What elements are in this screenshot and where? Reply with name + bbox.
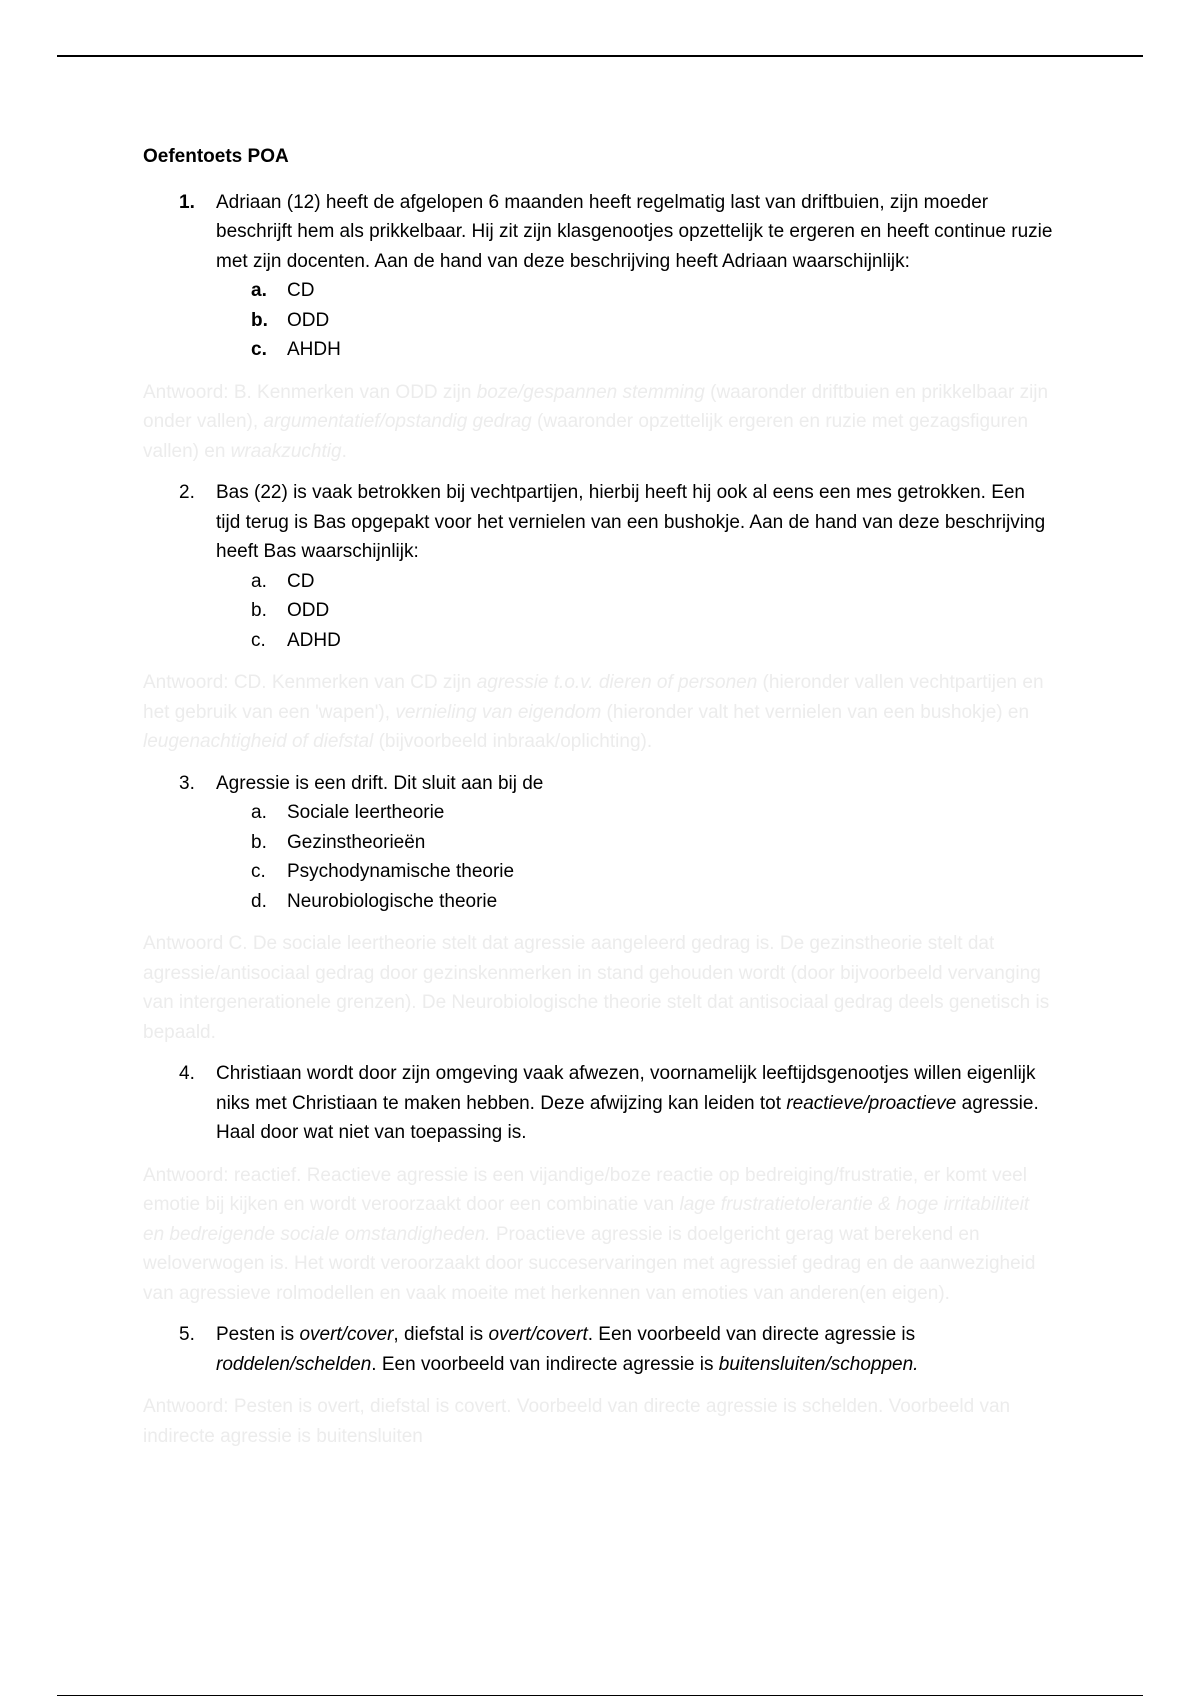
question-text: Pesten is overt/cover, diefstal is overt/covert. Een voorbeeld van directe agressie is roddelen/schelden. Een voorbeeld van indirecte agressie is buitensluiten/schoppen. [216,1324,919,1375]
question-number: 4. [179,1063,195,1084]
document-body [143,142,1063,1463]
option: c. AHDH [251,339,341,360]
answer-2: Antwoord: CD. Kenmerken van CD zijn agressie t.o.v. dieren of personen (hieronder vallen vechtpartijen en het gebruik van een 'wapen'), vernieling van eigendom (hieronder valt het vernielen van een bushokje) en leugenachtigheid of diefstal (bijvoorbeeld inbraak/oplichting). [143,672,1044,752]
answer-3: Antwoord C. De sociale leertheorie stelt dat agressie aangeleerd gedrag is. De gezinstheorie stelt dat agressie/antisociaal gedrag door gezinskenmerken in stand gehouden wordt (door bijvoorbeeld vervanging van intergenerationele grenzen). De Neurobiologische theorie stelt dat antisociaal gedrag deels genetisch is bepaald. [143,933,1050,1043]
option: a. Sociale leertheorie [251,802,445,823]
answer-4: Antwoord: reactief. Reactieve agressie is een vijandige/boze reactie op bedreiging/frustratie, er komt veel emotie bij kijken en wordt veroorzaakt door een combinatie van lage frustratietolerantie & hoge irritabiliteit en bedreigende sociale omstandigheden. Proactieve agressie is doelgericht gerag wat berekend en weloverwogen is. Het wordt veroorzaakt door succeservaringen met agressief gedrag en de aanwezigheid van agressieve rolmodellen en vaak moeite met herkennen van emoties van anderen(en eigen). [143,1164,1036,1304]
question-4 [143,1059,1063,1148]
option: d. Neurobiologische theorie [251,890,498,912]
option: a. CD [251,570,315,592]
question-1 [143,188,1063,277]
option: a. CD [251,280,315,301]
question-number: 1. [179,191,195,213]
question-number: 3. [179,772,195,794]
options-list [143,276,1063,365]
option: b. ODD [251,309,330,331]
options-list [143,798,1063,916]
options-list [143,567,1063,656]
answer-1: Antwoord: B. Kenmerken van ODD zijn boze/gespannen stemming (waaronder driftbuien en prikkelbaar zijn onder vallen), argumentatief/opstandig gedrag (waaronder opzettelijk ergeren en ruzie met gezagsfiguren vallen) en wraakzuchtig. [143,381,1049,462]
option: b. Gezinstheorieën [251,831,426,853]
question-number: 2. [179,482,195,503]
question-number: 5. [179,1324,195,1345]
option: b. ODD [251,600,330,621]
option: c. Psychodynamische theorie [251,861,515,882]
header-rule [57,55,1143,57]
question-text: Bas (22) is vaak betrokken bij vechtpartijen, hierbij heeft hij ook al eens een mes getrokken. Een tijd terug is Bas opgepakt voor het vernielen van een bushokje. Aan de hand van deze beschrijving heeft Bas waarschijnlijk: [216,482,1046,562]
answer-5: Antwoord: Pesten is overt, diefstal is covert. Voorbeeld van directe agressie is schelden. Voorbeeld van indirecte agressie is buitensluiten [143,1396,1011,1447]
option: c. ADHD [251,629,341,651]
question-3 [143,769,1063,799]
question-5 [143,1320,1063,1379]
document-title: Oefentoets POA [143,146,289,167]
question-2 [143,478,1063,567]
question-text: Agressie is een drift. Dit sluit aan bij de [216,772,544,794]
footer-rule [57,1695,1143,1696]
question-text: Christiaan wordt door zijn omgeving vaak afwezen, voornamelijk leeftijdsgenootjes willen eigenlijk niks met Christiaan te maken hebben. Deze afwijzing kan leiden tot reactieve/proactieve agressie. Haal door wat niet van toepassing is. [216,1063,1039,1143]
question-text: Adriaan (12) heeft de afgelopen 6 maanden heeft regelmatig last van driftbuien, zijn moeder beschrijft hem als prikkelbaar. Hij zit zijn klasgenootjes opzettelijk te ergeren en heeft continue ruzie met zijn docenten. Aan de hand van deze beschrijving heeft Adriaan waarschijnlijk: [216,191,1053,272]
